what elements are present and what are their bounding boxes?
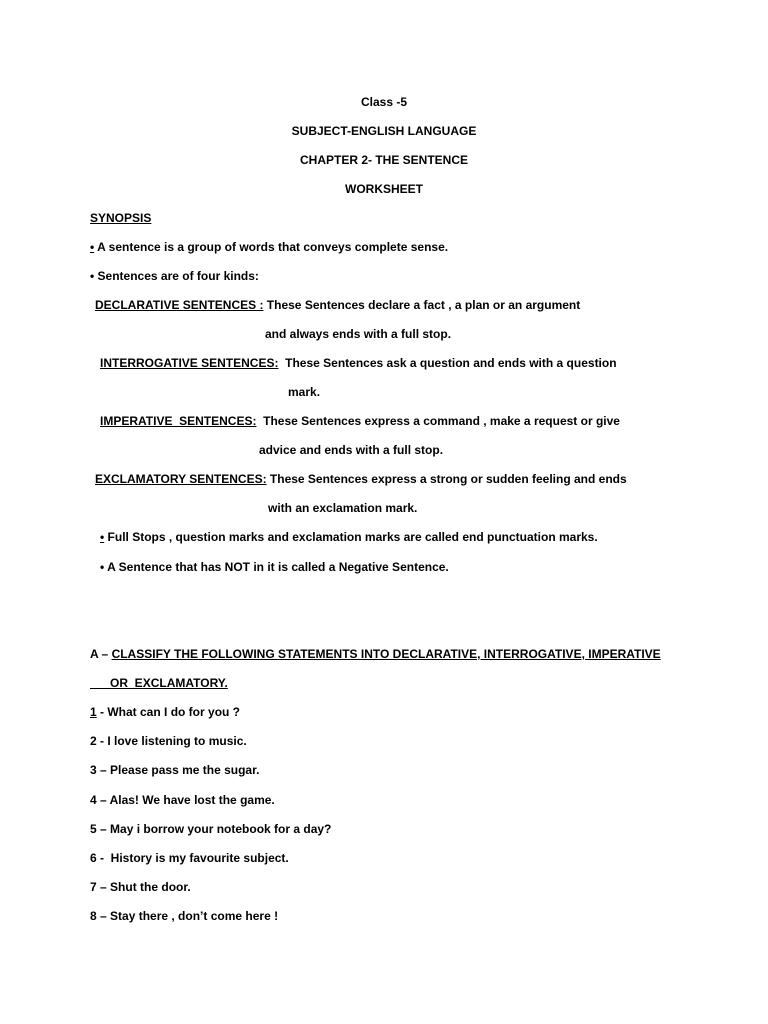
exclamatory-definition-cont: with an exclamation mark. <box>268 501 418 515</box>
synopsis-bullet-1 <box>90 239 448 255</box>
question-number: 2 <box>90 734 97 748</box>
question-number: 3 <box>90 763 97 777</box>
subject-heading: SUBJECT-ENGLISH LANGUAGE <box>291 124 477 138</box>
question-text: - I love listening to music. <box>96 734 247 748</box>
question-item-1 <box>90 704 240 720</box>
imperative-label: IMPERATIVE SENTENCES: <box>100 414 257 428</box>
synopsis-bullet-4: • A Sentence that has NOT in it is called a Negative Sentence. <box>100 560 449 574</box>
question-text: – Stay there , don’t come here ! <box>96 909 279 923</box>
section-a-prefix: A – <box>90 647 112 661</box>
bullet-text: A sentence is a group of words that conveys complete sense. <box>94 240 449 254</box>
question-number: 7 <box>90 880 97 894</box>
chapter-heading: CHAPTER 2- THE SENTENCE <box>299 153 469 167</box>
section-a-title-cont-text: OR EXCLAMATORY. <box>110 676 228 690</box>
exclamatory-text: These Sentences express a strong or sudden feeling and ends <box>266 472 627 486</box>
question-number: 8 <box>90 909 97 923</box>
declarative-definition <box>95 297 580 313</box>
section-a-heading-cont <box>90 675 228 691</box>
interrogative-definition <box>100 355 617 371</box>
question-item-5 <box>90 821 331 837</box>
section-a-title-cont <box>90 676 228 690</box>
section-a-heading <box>90 646 661 662</box>
synopsis-bullet-3 <box>100 529 598 545</box>
question-text: – Please pass me the sugar. <box>96 763 260 777</box>
bullet-mark: • <box>100 530 105 544</box>
interrogative-label: INTERROGATIVE SENTENCES: <box>100 356 279 370</box>
class-heading: Class -5 <box>360 95 408 109</box>
question-item-6 <box>90 850 289 866</box>
declarative-text: These Sentences declare a fact , a plan or an argument <box>263 298 581 312</box>
question-text: – Shut the door. <box>96 880 191 894</box>
imperative-text: These Sentences express a command , make a request or give <box>256 414 620 428</box>
bullet-mark: • <box>90 240 95 254</box>
section-a-title: CLASSIFY THE FOLLOWING STATEMENTS INTO DECLARATIVE, INTERROGATIVE, IMPERATIVE <box>111 647 661 661</box>
declarative-definition-cont: and always ends with a full stop. <box>265 327 452 341</box>
question-number: 1 <box>90 705 97 719</box>
question-text: – Alas! We have lost the game. <box>96 793 275 807</box>
exclamatory-definition <box>95 471 627 487</box>
question-item-2 <box>90 733 247 749</box>
imperative-definition-cont: advice and ends with a full stop. <box>259 443 444 457</box>
synopsis-heading: SYNOPSIS <box>90 211 152 225</box>
question-number: 5 <box>90 822 97 836</box>
exclamatory-label: EXCLAMATORY SENTENCES: <box>95 472 267 486</box>
synopsis-bullet-2: • Sentences are of four kinds: <box>90 269 259 283</box>
question-text: – May i borrow your notebook for a day? <box>96 822 332 836</box>
imperative-definition <box>100 413 620 429</box>
worksheet-heading: WORKSHEET <box>345 182 423 196</box>
question-item-7 <box>90 879 191 895</box>
interrogative-text: These Sentences ask a question and ends with a question <box>278 356 617 370</box>
declarative-label: DECLARATIVE SENTENCES : <box>95 298 264 312</box>
question-number: 4 <box>90 793 97 807</box>
question-number: 6 <box>90 851 97 865</box>
bullet-text: Full Stops , question marks and exclamation marks are called end punctuation marks. <box>104 530 598 544</box>
question-text: - History is my favourite subject. <box>96 851 289 865</box>
question-item-4 <box>90 792 275 808</box>
question-item-8 <box>90 908 278 924</box>
question-text: - What can I do for you ? <box>96 705 241 719</box>
question-item-3 <box>90 762 259 778</box>
interrogative-definition-cont: mark. <box>288 385 321 399</box>
